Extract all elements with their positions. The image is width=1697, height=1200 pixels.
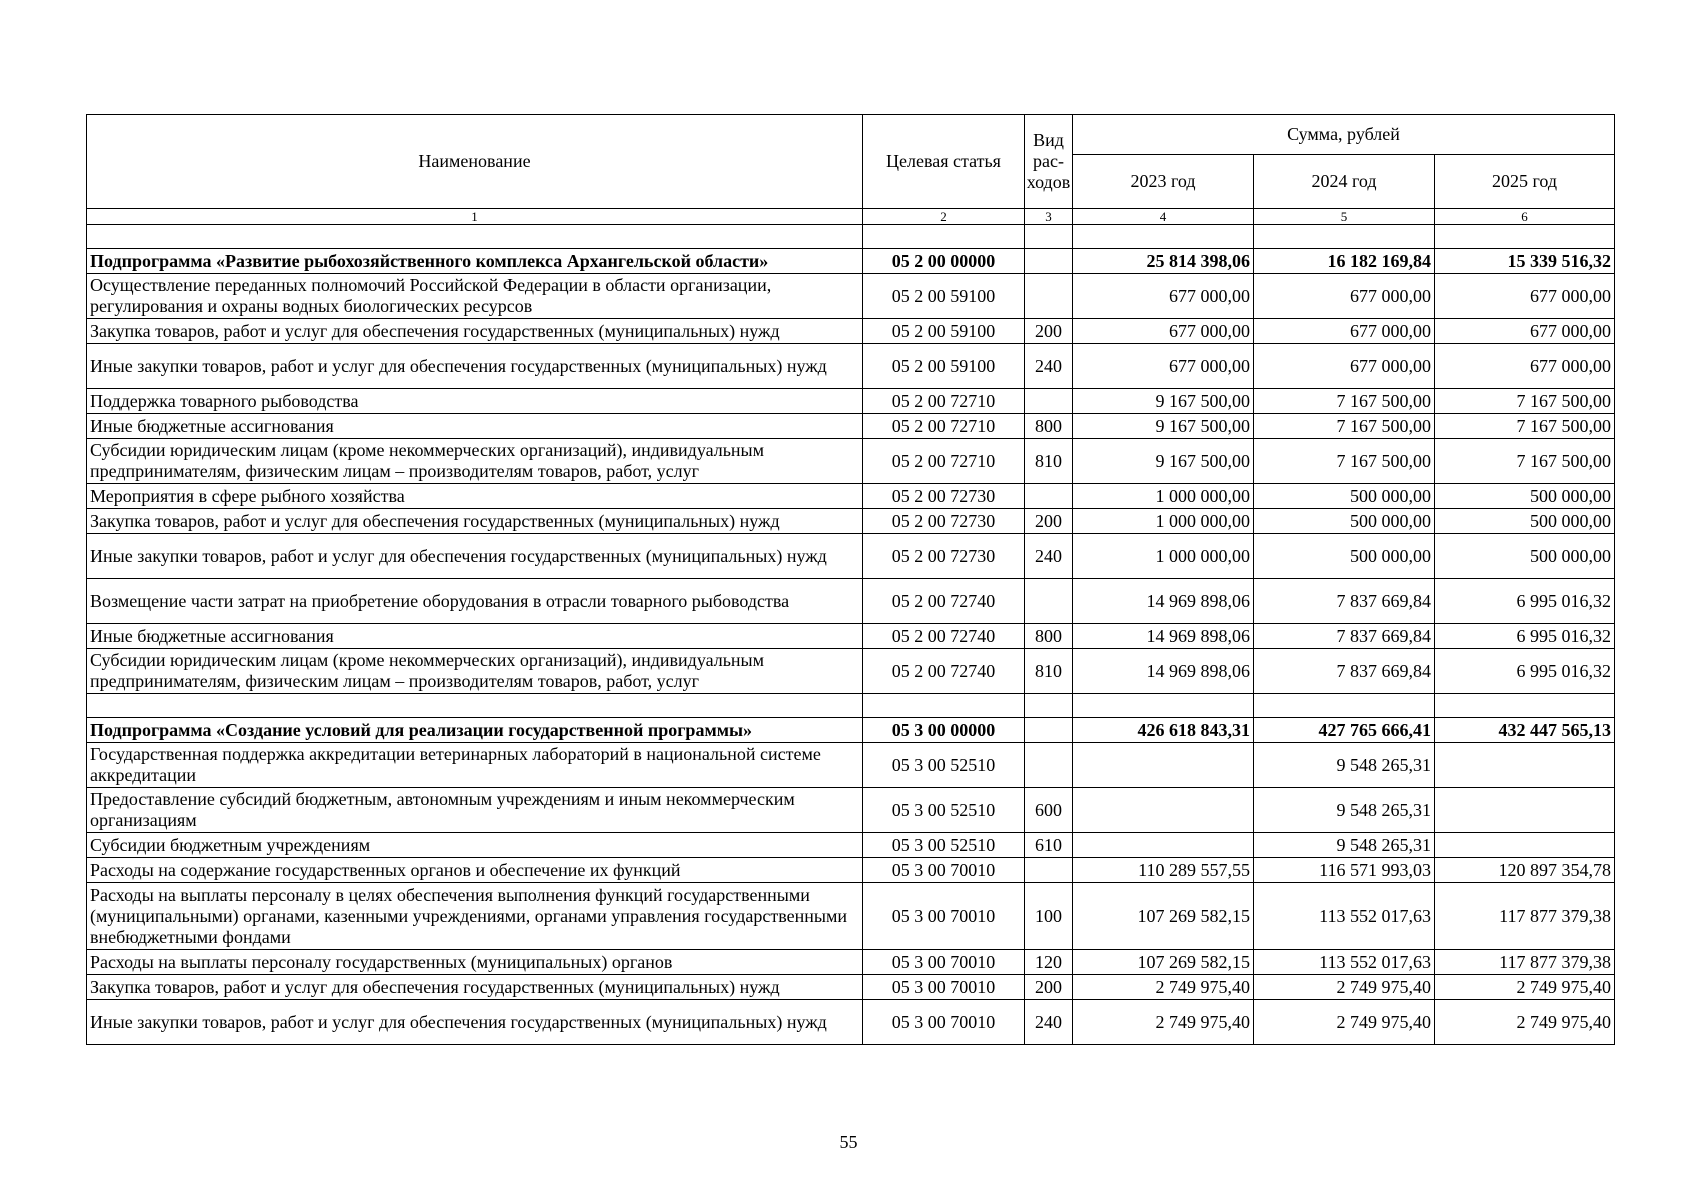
table-row	[87, 883, 1615, 950]
row-2025-cell: 677 000,00	[1435, 344, 1615, 389]
row-2024-cell: 427 765 666,41	[1254, 718, 1435, 743]
row-2023-cell: 107 269 582,15	[1073, 883, 1254, 950]
row-2023-cell: 677 000,00	[1073, 274, 1254, 319]
row-name-cell: Субсидии юридическим лицам (кроме некоммерческих организаций), индивидуальным предпринимателям, физическим лицам – производителям товаров, работ, услуг	[87, 439, 863, 484]
empty-cell	[863, 694, 1025, 718]
empty-cell	[1025, 694, 1073, 718]
row-2023-cell	[1073, 833, 1254, 858]
column-number-row	[87, 209, 1615, 225]
spacer-row	[87, 694, 1615, 718]
table-row	[87, 1000, 1615, 1045]
row-code-cell: 05 2 00 72740	[863, 649, 1025, 694]
row-code-cell: 05 3 00 70010	[863, 858, 1025, 883]
row-vid-cell: 610	[1025, 833, 1073, 858]
row-2024-cell: 16 182 169,84	[1254, 249, 1435, 274]
row-vid-cell: 240	[1025, 1000, 1073, 1045]
row-2025-cell: 7 167 500,00	[1435, 439, 1615, 484]
table-row	[87, 274, 1615, 319]
row-code-cell: 05 2 00 72710	[863, 389, 1025, 414]
row-name-cell: Иные закупки товаров, работ и услуг для обеспечения государственных (муниципальных) нужд	[87, 1000, 863, 1045]
row-code-cell: 05 2 00 59100	[863, 274, 1025, 319]
row-2023-cell: 110 289 557,55	[1073, 858, 1254, 883]
row-2023-cell	[1073, 743, 1254, 788]
empty-cell	[87, 225, 863, 249]
row-name-cell: Подпрограмма «Создание условий для реализации государственной программы»	[87, 718, 863, 743]
row-2025-cell: 500 000,00	[1435, 509, 1615, 534]
row-2024-cell: 116 571 993,03	[1254, 858, 1435, 883]
row-vid-cell: 810	[1025, 649, 1073, 694]
row-2024-cell: 500 000,00	[1254, 484, 1435, 509]
empty-cell	[1073, 694, 1254, 718]
table-row	[87, 344, 1615, 389]
row-vid-cell	[1025, 743, 1073, 788]
row-2023-cell: 677 000,00	[1073, 344, 1254, 389]
header-vid: Вид рас-ходов	[1025, 115, 1073, 209]
table-row	[87, 833, 1615, 858]
row-name-cell: Государственная поддержка аккредитации ветеринарных лабораторий в национальной системе аккредитации	[87, 743, 863, 788]
row-2025-cell: 2 749 975,40	[1435, 975, 1615, 1000]
row-2023-cell: 1 000 000,00	[1073, 534, 1254, 579]
col-number: 3	[1025, 209, 1073, 225]
col-number: 2	[863, 209, 1025, 225]
row-2023-cell	[1073, 788, 1254, 833]
row-2024-cell: 2 749 975,40	[1254, 1000, 1435, 1045]
row-2025-cell	[1435, 833, 1615, 858]
row-code-cell: 05 2 00 00000	[863, 249, 1025, 274]
header-2025: 2025 год	[1435, 155, 1615, 209]
row-vid-cell: 800	[1025, 414, 1073, 439]
row-2024-cell: 9 548 265,31	[1254, 833, 1435, 858]
row-2025-cell: 6 995 016,32	[1435, 624, 1615, 649]
row-2024-cell: 2 749 975,40	[1254, 975, 1435, 1000]
row-vid-cell: 100	[1025, 883, 1073, 950]
row-name-cell: Иные бюджетные ассигнования	[87, 414, 863, 439]
row-code-cell: 05 2 00 72730	[863, 484, 1025, 509]
table-row	[87, 439, 1615, 484]
row-2024-cell: 7 167 500,00	[1254, 414, 1435, 439]
row-2025-cell	[1435, 788, 1615, 833]
row-2023-cell: 1 000 000,00	[1073, 509, 1254, 534]
spacer-row	[87, 225, 1615, 249]
empty-cell	[1435, 225, 1615, 249]
row-vid-cell	[1025, 389, 1073, 414]
row-code-cell: 05 3 00 52510	[863, 743, 1025, 788]
table-row	[87, 319, 1615, 344]
row-2024-cell: 7 837 669,84	[1254, 579, 1435, 624]
header-2024: 2024 год	[1254, 155, 1435, 209]
row-2023-cell: 1 000 000,00	[1073, 484, 1254, 509]
row-name-cell: Субсидии юридическим лицам (кроме некоммерческих организаций), индивидуальным предпринимателям, физическим лицам – производителям товаров, работ, услуг	[87, 649, 863, 694]
row-vid-cell	[1025, 718, 1073, 743]
row-2023-cell: 14 969 898,06	[1073, 649, 1254, 694]
row-vid-cell	[1025, 249, 1073, 274]
table-row	[87, 950, 1615, 975]
row-2025-cell: 500 000,00	[1435, 534, 1615, 579]
row-code-cell: 05 3 00 70010	[863, 950, 1025, 975]
row-vid-cell: 810	[1025, 439, 1073, 484]
row-name-cell: Предоставление субсидий бюджетным, автономным учреждениям и иным некоммерческим организациям	[87, 788, 863, 833]
row-2024-cell: 677 000,00	[1254, 274, 1435, 319]
row-vid-cell	[1025, 579, 1073, 624]
row-code-cell: 05 3 00 00000	[863, 718, 1025, 743]
header-name: Наименование	[87, 115, 863, 209]
table-row	[87, 788, 1615, 833]
header-sum: Сумма, рублей	[1073, 115, 1615, 155]
row-name-cell: Подпрограмма «Развитие рыбохозяйственного комплекса Архангельской области»	[87, 249, 863, 274]
row-2023-cell: 2 749 975,40	[1073, 1000, 1254, 1045]
row-name-cell: Иные бюджетные ассигнования	[87, 624, 863, 649]
table-row	[87, 624, 1615, 649]
empty-cell	[1254, 225, 1435, 249]
row-2025-cell	[1435, 743, 1615, 788]
row-name-cell: Расходы на выплаты персоналу государственных (муниципальных) органов	[87, 950, 863, 975]
table-body	[87, 225, 1615, 1045]
row-vid-cell	[1025, 858, 1073, 883]
row-2023-cell: 25 814 398,06	[1073, 249, 1254, 274]
row-2024-cell: 677 000,00	[1254, 344, 1435, 389]
row-code-cell: 05 3 00 70010	[863, 975, 1025, 1000]
table-row	[87, 509, 1615, 534]
row-name-cell: Иные закупки товаров, работ и услуг для обеспечения государственных (муниципальных) нужд	[87, 534, 863, 579]
row-2023-cell: 9 167 500,00	[1073, 389, 1254, 414]
table-row	[87, 484, 1615, 509]
header-2023: 2023 год	[1073, 155, 1254, 209]
row-2023-cell: 107 269 582,15	[1073, 950, 1254, 975]
row-code-cell: 05 2 00 72740	[863, 579, 1025, 624]
row-2025-cell: 7 167 500,00	[1435, 414, 1615, 439]
row-2023-cell: 426 618 843,31	[1073, 718, 1254, 743]
row-vid-cell: 200	[1025, 319, 1073, 344]
row-code-cell: 05 3 00 70010	[863, 1000, 1025, 1045]
row-name-cell: Осуществление переданных полномочий Российской Федерации в области организации, регулирования и охраны водных биологических ресурсов	[87, 274, 863, 319]
row-name-cell: Закупка товаров, работ и услуг для обеспечения государственных (муниципальных) нужд	[87, 509, 863, 534]
col-number: 4	[1073, 209, 1254, 225]
row-2025-cell: 2 749 975,40	[1435, 1000, 1615, 1045]
subprogram-row	[87, 249, 1615, 274]
row-name-cell: Возмещение части затрат на приобретение оборудования в отрасли товарного рыбоводства	[87, 579, 863, 624]
row-2024-cell: 9 548 265,31	[1254, 788, 1435, 833]
row-2024-cell: 500 000,00	[1254, 509, 1435, 534]
table-row	[87, 534, 1615, 579]
row-vid-cell: 200	[1025, 509, 1073, 534]
row-name-cell: Иные закупки товаров, работ и услуг для обеспечения государственных (муниципальных) нужд	[87, 344, 863, 389]
row-2024-cell: 9 548 265,31	[1254, 743, 1435, 788]
row-2024-cell: 7 167 500,00	[1254, 389, 1435, 414]
row-name-cell: Закупка товаров, работ и услуг для обеспечения государственных (муниципальных) нужд	[87, 975, 863, 1000]
empty-cell	[863, 225, 1025, 249]
row-code-cell: 05 2 00 72730	[863, 509, 1025, 534]
col-number: 6	[1435, 209, 1615, 225]
row-code-cell: 05 3 00 70010	[863, 883, 1025, 950]
row-2024-cell: 7 167 500,00	[1254, 439, 1435, 484]
empty-cell	[1073, 225, 1254, 249]
row-vid-cell	[1025, 484, 1073, 509]
row-code-cell: 05 2 00 72740	[863, 624, 1025, 649]
row-2025-cell: 120 897 354,78	[1435, 858, 1615, 883]
row-name-cell: Поддержка товарного рыбоводства	[87, 389, 863, 414]
row-name-cell: Закупка товаров, работ и услуг для обеспечения государственных (муниципальных) нужд	[87, 319, 863, 344]
row-2025-cell: 117 877 379,38	[1435, 883, 1615, 950]
row-code-cell: 05 2 00 72710	[863, 414, 1025, 439]
row-2025-cell: 15 339 516,32	[1435, 249, 1615, 274]
empty-cell	[1254, 694, 1435, 718]
row-2025-cell: 500 000,00	[1435, 484, 1615, 509]
row-code-cell: 05 3 00 52510	[863, 833, 1025, 858]
row-name-cell: Субсидии бюджетным учреждениям	[87, 833, 863, 858]
row-2025-cell: 6 995 016,32	[1435, 649, 1615, 694]
row-2023-cell: 14 969 898,06	[1073, 579, 1254, 624]
row-2023-cell: 14 969 898,06	[1073, 624, 1254, 649]
row-vid-cell: 200	[1025, 975, 1073, 1000]
row-vid-cell: 240	[1025, 534, 1073, 579]
row-code-cell: 05 2 00 59100	[863, 319, 1025, 344]
row-2024-cell: 7 837 669,84	[1254, 649, 1435, 694]
row-2023-cell: 677 000,00	[1073, 319, 1254, 344]
header-target: Целевая статья	[863, 115, 1025, 209]
row-2025-cell: 677 000,00	[1435, 274, 1615, 319]
row-2023-cell: 9 167 500,00	[1073, 439, 1254, 484]
table-row	[87, 858, 1615, 883]
subprogram-row	[87, 718, 1615, 743]
row-vid-cell: 600	[1025, 788, 1073, 833]
row-2024-cell: 500 000,00	[1254, 534, 1435, 579]
row-vid-cell: 800	[1025, 624, 1073, 649]
row-code-cell: 05 2 00 72710	[863, 439, 1025, 484]
row-code-cell: 05 3 00 52510	[863, 788, 1025, 833]
row-2023-cell: 9 167 500,00	[1073, 414, 1254, 439]
row-2025-cell: 7 167 500,00	[1435, 389, 1615, 414]
row-2023-cell: 2 749 975,40	[1073, 975, 1254, 1000]
table-row	[87, 649, 1615, 694]
row-name-cell: Мероприятия в сфере рыбного хозяйства	[87, 484, 863, 509]
row-2024-cell: 113 552 017,63	[1254, 883, 1435, 950]
budget-table	[86, 114, 1615, 1045]
row-vid-cell: 120	[1025, 950, 1073, 975]
row-2024-cell: 7 837 669,84	[1254, 624, 1435, 649]
row-vid-cell	[1025, 274, 1073, 319]
table-row	[87, 389, 1615, 414]
row-2025-cell: 6 995 016,32	[1435, 579, 1615, 624]
table-row	[87, 743, 1615, 788]
row-name-cell: Расходы на содержание государственных органов и обеспечение их функций	[87, 858, 863, 883]
col-number: 1	[87, 209, 863, 225]
row-2025-cell: 432 447 565,13	[1435, 718, 1615, 743]
row-2024-cell: 113 552 017,63	[1254, 950, 1435, 975]
table-row	[87, 414, 1615, 439]
row-2025-cell: 677 000,00	[1435, 319, 1615, 344]
row-2024-cell: 677 000,00	[1254, 319, 1435, 344]
row-vid-cell: 240	[1025, 344, 1073, 389]
empty-cell	[1025, 225, 1073, 249]
empty-cell	[1435, 694, 1615, 718]
row-2025-cell: 117 877 379,38	[1435, 950, 1615, 975]
col-number: 5	[1254, 209, 1435, 225]
row-code-cell: 05 2 00 72730	[863, 534, 1025, 579]
row-name-cell: Расходы на выплаты персоналу в целях обеспечения выполнения функций государственными (муниципальными) органами, казенными учреждениями, органами управления государственными внебюджетными фондами	[87, 883, 863, 950]
table-row	[87, 975, 1615, 1000]
row-code-cell: 05 2 00 59100	[863, 344, 1025, 389]
table-row	[87, 579, 1615, 624]
empty-cell	[87, 694, 863, 718]
page-number: 55	[839, 1132, 858, 1152]
